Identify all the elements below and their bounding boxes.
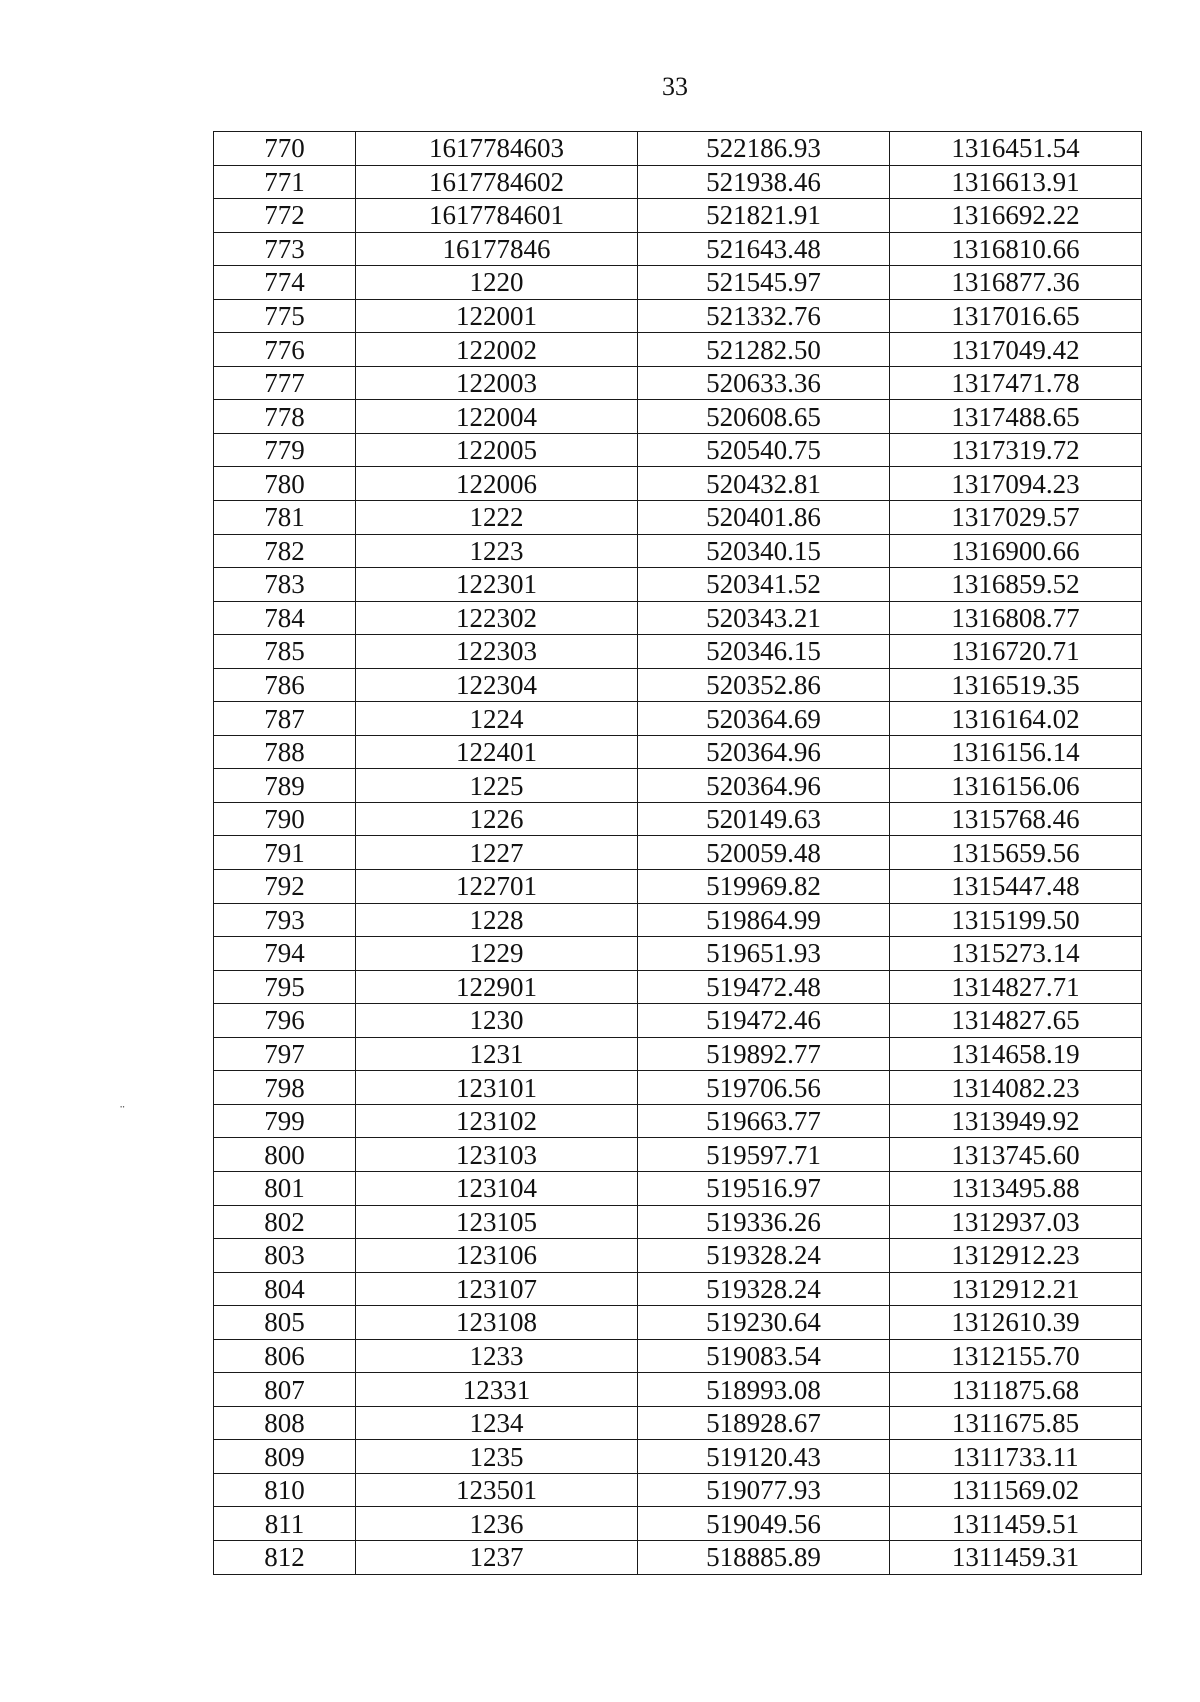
row-index-cell: 795 (214, 970, 356, 1004)
table-row (214, 165, 1142, 199)
point-id-cell: 1227 (356, 836, 638, 870)
table-row (214, 333, 1142, 367)
row-index-cell: 811 (214, 1507, 356, 1541)
table-row (214, 1507, 1142, 1541)
row-index-cell: 800 (214, 1138, 356, 1172)
point-id-cell: 1235 (356, 1440, 638, 1474)
x-coordinate-cell: 520346.15 (638, 635, 890, 669)
table-row (214, 735, 1142, 769)
row-index-cell: 794 (214, 937, 356, 971)
x-coordinate-cell: 519472.46 (638, 1004, 890, 1038)
y-coordinate-cell: 1311459.51 (890, 1507, 1142, 1541)
table-row (214, 568, 1142, 602)
row-index-cell: 796 (214, 1004, 356, 1038)
row-index-cell: 787 (214, 702, 356, 736)
point-id-cell: 1228 (356, 903, 638, 937)
x-coordinate-cell: 522186.93 (638, 132, 890, 166)
y-coordinate-cell: 1316808.77 (890, 601, 1142, 635)
x-coordinate-cell: 521282.50 (638, 333, 890, 367)
point-id-cell: 1229 (356, 937, 638, 971)
y-coordinate-cell: 1316613.91 (890, 165, 1142, 199)
y-coordinate-cell: 1315273.14 (890, 937, 1142, 971)
table-row (214, 467, 1142, 501)
x-coordinate-cell: 520352.86 (638, 668, 890, 702)
y-coordinate-cell: 1312610.39 (890, 1306, 1142, 1340)
x-coordinate-cell: 521821.91 (638, 199, 890, 233)
point-id-cell: 122304 (356, 668, 638, 702)
table-row (214, 970, 1142, 1004)
y-coordinate-cell: 1312912.23 (890, 1239, 1142, 1273)
row-index-cell: 773 (214, 232, 356, 266)
row-index-cell: 772 (214, 199, 356, 233)
y-coordinate-cell: 1316720.71 (890, 635, 1142, 669)
point-id-cell: 123103 (356, 1138, 638, 1172)
point-id-cell: 1236 (356, 1507, 638, 1541)
stray-mark: ¨ (120, 1104, 125, 1119)
table-row (214, 232, 1142, 266)
x-coordinate-cell: 519969.82 (638, 870, 890, 904)
row-index-cell: 782 (214, 534, 356, 568)
x-coordinate-cell: 519706.56 (638, 1071, 890, 1105)
point-id-cell: 1226 (356, 802, 638, 836)
point-id-cell: 1222 (356, 501, 638, 535)
y-coordinate-cell: 1315659.56 (890, 836, 1142, 870)
x-coordinate-cell: 519120.43 (638, 1440, 890, 1474)
point-id-cell: 1220 (356, 266, 638, 300)
y-coordinate-cell: 1317094.23 (890, 467, 1142, 501)
x-coordinate-cell: 521332.76 (638, 299, 890, 333)
x-coordinate-cell: 520059.48 (638, 836, 890, 870)
y-coordinate-cell: 1317016.65 (890, 299, 1142, 333)
row-index-cell: 770 (214, 132, 356, 166)
x-coordinate-cell: 519328.24 (638, 1239, 890, 1273)
y-coordinate-cell: 1315199.50 (890, 903, 1142, 937)
x-coordinate-cell: 519663.77 (638, 1104, 890, 1138)
x-coordinate-cell: 520340.15 (638, 534, 890, 568)
row-index-cell: 803 (214, 1239, 356, 1273)
x-coordinate-cell: 519472.48 (638, 970, 890, 1004)
table-row (214, 635, 1142, 669)
table-row (214, 1171, 1142, 1205)
row-index-cell: 790 (214, 802, 356, 836)
table-row (214, 400, 1142, 434)
y-coordinate-cell: 1316451.54 (890, 132, 1142, 166)
y-coordinate-cell: 1311675.85 (890, 1406, 1142, 1440)
row-index-cell: 774 (214, 266, 356, 300)
row-index-cell: 812 (214, 1540, 356, 1574)
row-index-cell: 776 (214, 333, 356, 367)
x-coordinate-cell: 521545.97 (638, 266, 890, 300)
point-id-cell: 123101 (356, 1071, 638, 1105)
point-id-cell: 1237 (356, 1540, 638, 1574)
point-id-cell: 123102 (356, 1104, 638, 1138)
row-index-cell: 805 (214, 1306, 356, 1340)
y-coordinate-cell: 1313745.60 (890, 1138, 1142, 1172)
x-coordinate-cell: 519049.56 (638, 1507, 890, 1541)
point-id-cell: 122901 (356, 970, 638, 1004)
y-coordinate-cell: 1317471.78 (890, 366, 1142, 400)
table-row (214, 501, 1142, 535)
table-row (214, 1473, 1142, 1507)
y-coordinate-cell: 1311875.68 (890, 1373, 1142, 1407)
row-index-cell: 797 (214, 1037, 356, 1071)
row-index-cell: 799 (214, 1104, 356, 1138)
point-id-cell: 122005 (356, 433, 638, 467)
x-coordinate-cell: 518885.89 (638, 1540, 890, 1574)
x-coordinate-cell: 520633.36 (638, 366, 890, 400)
y-coordinate-cell: 1316156.06 (890, 769, 1142, 803)
y-coordinate-cell: 1317049.42 (890, 333, 1142, 367)
y-coordinate-cell: 1314658.19 (890, 1037, 1142, 1071)
x-coordinate-cell: 518928.67 (638, 1406, 890, 1440)
y-coordinate-cell: 1316859.52 (890, 568, 1142, 602)
point-id-cell: 122001 (356, 299, 638, 333)
x-coordinate-cell: 518993.08 (638, 1373, 890, 1407)
x-coordinate-cell: 520608.65 (638, 400, 890, 434)
x-coordinate-cell: 519083.54 (638, 1339, 890, 1373)
point-id-cell: 122303 (356, 635, 638, 669)
point-id-cell: 122004 (356, 400, 638, 434)
x-coordinate-cell: 520432.81 (638, 467, 890, 501)
table-row (214, 1306, 1142, 1340)
row-index-cell: 785 (214, 635, 356, 669)
y-coordinate-cell: 1317029.57 (890, 501, 1142, 535)
point-id-cell: 122302 (356, 601, 638, 635)
page-number: 33 (662, 72, 688, 101)
y-coordinate-cell: 1313949.92 (890, 1104, 1142, 1138)
point-id-cell: 1234 (356, 1406, 638, 1440)
y-coordinate-cell: 1311733.11 (890, 1440, 1142, 1474)
x-coordinate-cell: 521643.48 (638, 232, 890, 266)
table-row (214, 299, 1142, 333)
x-coordinate-cell: 520364.96 (638, 769, 890, 803)
row-index-cell: 779 (214, 433, 356, 467)
table-row (214, 534, 1142, 568)
row-index-cell: 786 (214, 668, 356, 702)
row-index-cell: 771 (214, 165, 356, 199)
row-index-cell: 788 (214, 735, 356, 769)
x-coordinate-cell: 519077.93 (638, 1473, 890, 1507)
x-coordinate-cell: 519597.71 (638, 1138, 890, 1172)
point-id-cell: 1617784602 (356, 165, 638, 199)
y-coordinate-cell: 1312155.70 (890, 1339, 1142, 1373)
x-coordinate-cell: 519328.24 (638, 1272, 890, 1306)
row-index-cell: 780 (214, 467, 356, 501)
row-index-cell: 775 (214, 299, 356, 333)
point-id-cell: 123501 (356, 1473, 638, 1507)
x-coordinate-cell: 519892.77 (638, 1037, 890, 1071)
point-id-cell: 122401 (356, 735, 638, 769)
row-index-cell: 781 (214, 501, 356, 535)
row-index-cell: 806 (214, 1339, 356, 1373)
table-row (214, 199, 1142, 233)
point-id-cell: 123105 (356, 1205, 638, 1239)
table-row (214, 702, 1142, 736)
table-row (214, 1540, 1142, 1574)
row-index-cell: 791 (214, 836, 356, 870)
coordinates-table-body (214, 132, 1142, 1575)
table-row (214, 1104, 1142, 1138)
point-id-cell: 122003 (356, 366, 638, 400)
point-id-cell: 122701 (356, 870, 638, 904)
point-id-cell: 123108 (356, 1306, 638, 1340)
x-coordinate-cell: 520401.86 (638, 501, 890, 535)
row-index-cell: 802 (214, 1205, 356, 1239)
point-id-cell: 16177846 (356, 232, 638, 266)
table-row (214, 1037, 1142, 1071)
table-row (214, 937, 1142, 971)
row-index-cell: 777 (214, 366, 356, 400)
y-coordinate-cell: 1312937.03 (890, 1205, 1142, 1239)
x-coordinate-cell: 520341.52 (638, 568, 890, 602)
x-coordinate-cell: 520149.63 (638, 802, 890, 836)
point-id-cell: 123104 (356, 1171, 638, 1205)
table-row (214, 433, 1142, 467)
x-coordinate-cell: 520364.96 (638, 735, 890, 769)
y-coordinate-cell: 1314827.65 (890, 1004, 1142, 1038)
y-coordinate-cell: 1315447.48 (890, 870, 1142, 904)
y-coordinate-cell: 1314082.23 (890, 1071, 1142, 1105)
point-id-cell: 1230 (356, 1004, 638, 1038)
y-coordinate-cell: 1315768.46 (890, 802, 1142, 836)
y-coordinate-cell: 1316692.22 (890, 199, 1142, 233)
row-index-cell: 789 (214, 769, 356, 803)
point-id-cell: 1617784603 (356, 132, 638, 166)
point-id-cell: 1223 (356, 534, 638, 568)
y-coordinate-cell: 1317488.65 (890, 400, 1142, 434)
table-row (214, 1406, 1142, 1440)
table-row (214, 1004, 1142, 1038)
y-coordinate-cell: 1314827.71 (890, 970, 1142, 1004)
y-coordinate-cell: 1311569.02 (890, 1473, 1142, 1507)
point-id-cell: 1225 (356, 769, 638, 803)
table-row (214, 1138, 1142, 1172)
x-coordinate-cell: 519651.93 (638, 937, 890, 971)
table-row (214, 802, 1142, 836)
table-row (214, 870, 1142, 904)
point-id-cell: 1233 (356, 1339, 638, 1373)
row-index-cell: 793 (214, 903, 356, 937)
y-coordinate-cell: 1316519.35 (890, 668, 1142, 702)
table-row (214, 1373, 1142, 1407)
table-row (214, 1440, 1142, 1474)
point-id-cell: 12331 (356, 1373, 638, 1407)
point-id-cell: 1224 (356, 702, 638, 736)
row-index-cell: 808 (214, 1406, 356, 1440)
row-index-cell: 804 (214, 1272, 356, 1306)
row-index-cell: 783 (214, 568, 356, 602)
table-row (214, 769, 1142, 803)
table-row (214, 903, 1142, 937)
row-index-cell: 807 (214, 1373, 356, 1407)
table-row (214, 366, 1142, 400)
point-id-cell: 1617784601 (356, 199, 638, 233)
table-row (214, 1239, 1142, 1273)
table-row (214, 1071, 1142, 1105)
table-row (214, 1205, 1142, 1239)
row-index-cell: 809 (214, 1440, 356, 1474)
point-id-cell: 122301 (356, 568, 638, 602)
y-coordinate-cell: 1316877.36 (890, 266, 1142, 300)
table-row (214, 836, 1142, 870)
row-index-cell: 792 (214, 870, 356, 904)
row-index-cell: 810 (214, 1473, 356, 1507)
y-coordinate-cell: 1316164.02 (890, 702, 1142, 736)
row-index-cell: 798 (214, 1071, 356, 1105)
row-index-cell: 778 (214, 400, 356, 434)
row-index-cell: 784 (214, 601, 356, 635)
point-id-cell: 123107 (356, 1272, 638, 1306)
x-coordinate-cell: 519336.26 (638, 1205, 890, 1239)
y-coordinate-cell: 1316156.14 (890, 735, 1142, 769)
x-coordinate-cell: 521938.46 (638, 165, 890, 199)
coordinates-table (213, 131, 1142, 1575)
y-coordinate-cell: 1316900.66 (890, 534, 1142, 568)
table-row (214, 1339, 1142, 1373)
x-coordinate-cell: 519516.97 (638, 1171, 890, 1205)
table-row (214, 601, 1142, 635)
x-coordinate-cell: 520364.69 (638, 702, 890, 736)
y-coordinate-cell: 1316810.66 (890, 232, 1142, 266)
y-coordinate-cell: 1311459.31 (890, 1540, 1142, 1574)
point-id-cell: 1231 (356, 1037, 638, 1071)
table-row (214, 1272, 1142, 1306)
row-index-cell: 801 (214, 1171, 356, 1205)
table-row (214, 132, 1142, 166)
table-row (214, 668, 1142, 702)
y-coordinate-cell: 1317319.72 (890, 433, 1142, 467)
point-id-cell: 122006 (356, 467, 638, 501)
table-row (214, 266, 1142, 300)
x-coordinate-cell: 520540.75 (638, 433, 890, 467)
x-coordinate-cell: 519230.64 (638, 1306, 890, 1340)
x-coordinate-cell: 519864.99 (638, 903, 890, 937)
x-coordinate-cell: 520343.21 (638, 601, 890, 635)
point-id-cell: 122002 (356, 333, 638, 367)
y-coordinate-cell: 1313495.88 (890, 1171, 1142, 1205)
point-id-cell: 123106 (356, 1239, 638, 1273)
y-coordinate-cell: 1312912.21 (890, 1272, 1142, 1306)
